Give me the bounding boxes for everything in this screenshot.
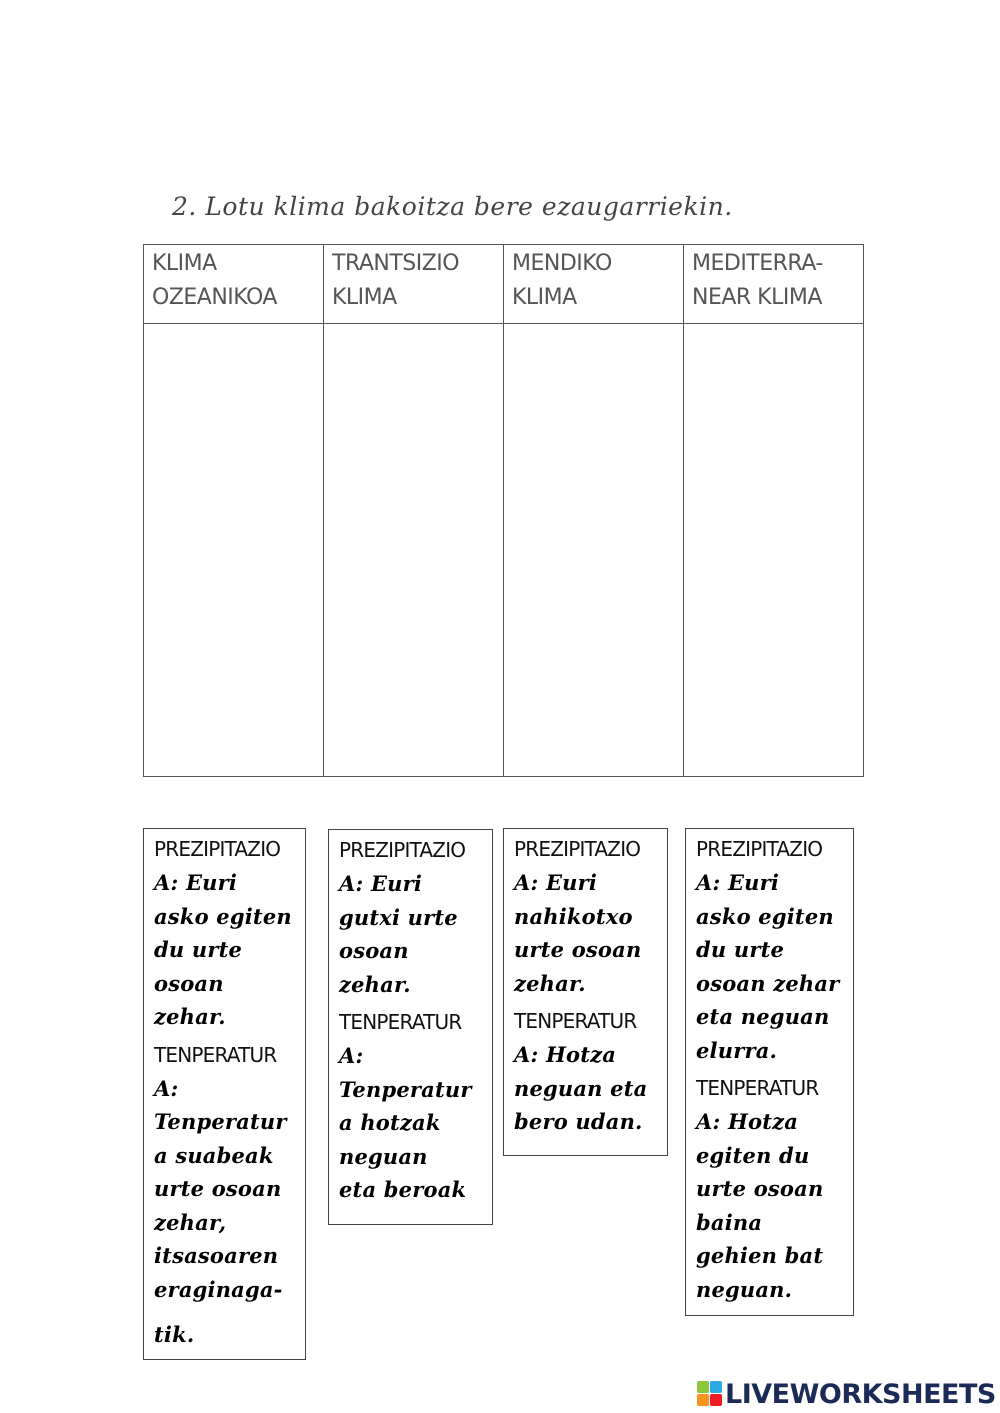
card-text-line: zehar,	[154, 1209, 227, 1235]
header-line: KLIMA	[332, 285, 397, 310]
header-line: OZEANIKOA	[152, 285, 277, 310]
card-text-line: urte osoan	[696, 1176, 824, 1201]
card-text-line: gehien bat	[696, 1243, 824, 1268]
precipitation-label: PREZIPITAZIO	[339, 838, 466, 862]
draggable-card-2[interactable]	[328, 829, 493, 1225]
card-text-line: A: Euri	[339, 871, 423, 896]
drop-zone-row	[144, 324, 864, 777]
temperature-label: TENPERATUR	[154, 1042, 277, 1067]
header-mountain-climate	[504, 245, 684, 324]
liveworksheets-brand[interactable]	[697, 1378, 996, 1410]
card-text-line: tik.	[154, 1322, 195, 1347]
header-line: NEAR KLIMA	[692, 285, 822, 310]
card-text-line: A:	[154, 1075, 179, 1101]
header-line: KLIMA	[512, 285, 577, 310]
card-text-line: A: Euri	[154, 870, 238, 895]
header-mediterranean-climate	[684, 245, 864, 324]
liveworksheets-logo-icon	[697, 1381, 723, 1407]
temperature-label: TENPERATUR	[514, 1009, 637, 1033]
card-text-line: eraginaga-	[154, 1276, 283, 1302]
draggable-card-3[interactable]	[503, 828, 668, 1156]
card-text-line: A: Euri	[514, 870, 598, 895]
temperature-label: TENPERATUR	[696, 1076, 819, 1100]
header-transition-climate	[324, 245, 504, 324]
header-line: MENDIKO	[512, 251, 612, 276]
card-text-line: asko egiten	[696, 903, 834, 929]
precipitation-label: PREZIPITAZIO	[514, 837, 641, 861]
table-header-row	[144, 245, 864, 324]
card-text-line: bero udan.	[514, 1109, 643, 1134]
draggable-card-1[interactable]	[143, 828, 306, 1360]
precipitation-label: PREZIPITAZIO	[154, 837, 281, 861]
card-text-line: asko egiten	[154, 903, 292, 929]
card-text-line: zehar.	[154, 1004, 226, 1029]
card-text-line: osoan	[154, 970, 224, 996]
card-text-line: osoan zehar	[696, 970, 840, 996]
header-ocean-climate	[144, 245, 324, 324]
card-text-line: eta beroak	[339, 1177, 467, 1202]
card-text-line: egiten du	[696, 1142, 810, 1168]
card-text-line: osoan	[339, 938, 409, 963]
card-text-line: urte osoan	[154, 1176, 282, 1201]
card-text-line: du urte	[154, 937, 243, 962]
card-text-line: a suabeak	[154, 1142, 274, 1168]
card-text-line: baina	[696, 1209, 763, 1235]
card-text-line: elurra.	[696, 1037, 778, 1063]
card-text-line: gutxi urte	[339, 904, 458, 930]
drop-zone-mountain[interactable]	[504, 324, 684, 777]
card-text-line: du urte	[696, 937, 785, 962]
card-text-line: A: Hotza	[514, 1042, 617, 1067]
card-text-line: A: Euri	[696, 870, 780, 895]
card-text-line: Tenperatur	[339, 1076, 472, 1102]
climate-table	[143, 244, 864, 777]
precipitation-label: PREZIPITAZIO	[696, 837, 823, 861]
temperature-label: TENPERATUR	[339, 1010, 462, 1034]
card-text-line: a hotzak	[339, 1110, 441, 1135]
header-line: MEDITERRA-	[692, 251, 823, 276]
card-text-line: nahikotxo	[514, 903, 633, 929]
card-text-line: A:	[339, 1043, 364, 1068]
draggable-card-4[interactable]	[685, 828, 854, 1316]
header-line: KLIMA	[152, 251, 217, 276]
card-text-line: Tenperatur	[154, 1109, 287, 1134]
card-text-line: urte osoan	[514, 937, 642, 962]
brand-name: LIVEWORKSHEETS	[725, 1378, 996, 1410]
card-text-line: neguan.	[696, 1276, 793, 1302]
card-text-line: itsasoaren	[154, 1243, 279, 1268]
header-line: TRANTSIZIO	[332, 251, 460, 276]
card-text-line: zehar.	[514, 970, 586, 996]
drop-zone-mediterranean[interactable]	[684, 324, 864, 777]
card-text-line: A: Hotza	[696, 1109, 799, 1134]
drop-zone-ocean[interactable]	[144, 324, 324, 777]
drop-zone-transition[interactable]	[324, 324, 504, 777]
card-text-line: neguan	[339, 1143, 428, 1169]
card-text-line: neguan eta	[514, 1075, 648, 1101]
card-text-line: zehar.	[339, 971, 411, 997]
card-text-line: eta neguan	[696, 1004, 830, 1029]
instruction-text: 2. Lotu klima bakoitza bere ezaugarriekin.	[172, 192, 733, 221]
